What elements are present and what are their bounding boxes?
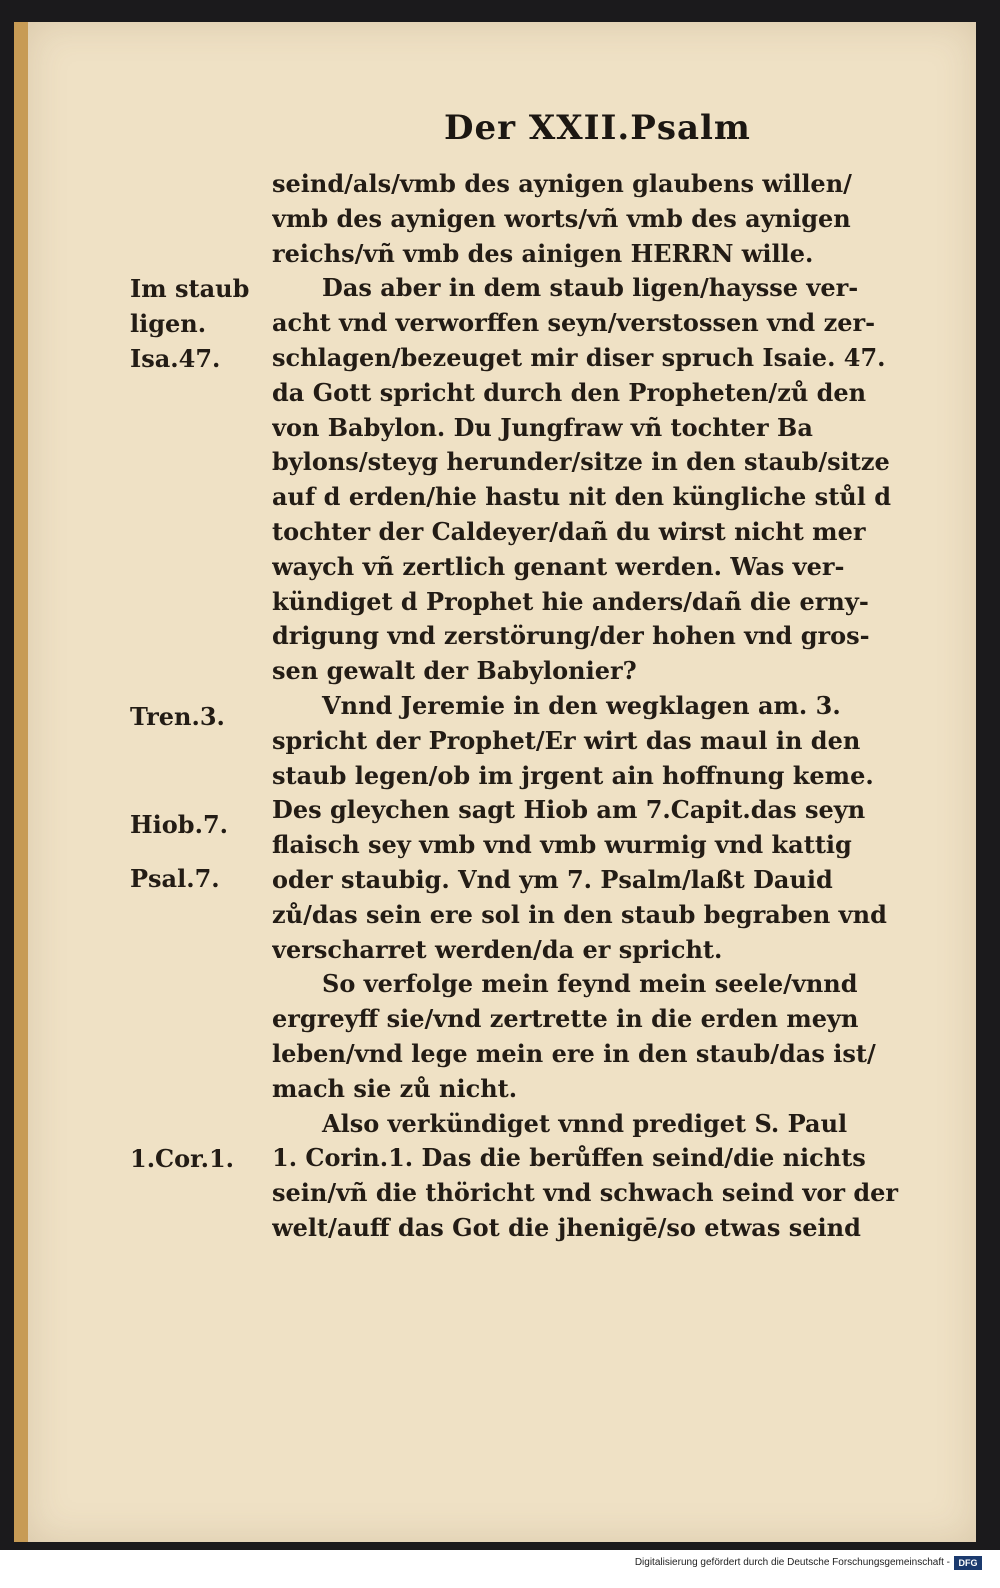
text-line: bylons/steyg herunder/sitze in den staub/sitze xyxy=(272,447,890,477)
text-line: tochter der Caldeyer/dañ du wirst nicht mer xyxy=(272,516,866,546)
text-line: sen gewalt der Babylonier? xyxy=(272,656,637,686)
footer-credit: Digitalisierung gefördert durch die Deutsche Forschungsgemeinschaft - xyxy=(634,1557,950,1568)
text-line: spricht der Prophet/Er wirt das maul in den xyxy=(272,725,861,755)
margin-note: Isa.47. xyxy=(130,344,221,373)
text-line: Das aber in dem staub ligen/haysse ver- xyxy=(322,273,859,303)
text-line: 1. Corin.1. Das die berůffen seind/die nichts xyxy=(272,1143,866,1173)
text-line: staub legen/ob im jrgent ain hoffnung keme. xyxy=(272,760,874,790)
margin-note: Psal.7. xyxy=(130,864,220,893)
margin-note: Im staub xyxy=(130,274,250,303)
text-line: vmb des aynigen worts/vñ vmb des aynigen xyxy=(272,203,851,233)
text-line: zů/das sein ere sol in den staub begraben vnd xyxy=(272,899,887,929)
text-line: reichs/vñ vmb des ainigen HERRN wille. xyxy=(272,238,814,268)
text-line: drigung vnd zerstörung/der hohen vnd gros- xyxy=(272,621,870,651)
text-line: auf d erden/hie hastu nit den küngliche stůl d xyxy=(272,482,891,512)
margin-note: Hiob.7. xyxy=(130,810,228,839)
margin-note: Tren.3. xyxy=(130,702,225,731)
margin-note: ligen. xyxy=(130,309,207,338)
dfg-logo: DFG xyxy=(954,1556,982,1570)
text-line: schlagen/bezeuget mir diser spruch Isaie. 47. xyxy=(272,342,886,372)
margin-note: 1.Cor.1. xyxy=(130,1144,235,1173)
text-line: kündiget d Prophet hie anders/dañ die erny- xyxy=(272,586,869,616)
text-line: Vnnd Jeremie in den wegklagen am. 3. xyxy=(322,690,841,720)
text-line: mach sie zů nicht. xyxy=(272,1073,518,1103)
text-line: da Gott spricht durch den Propheten/zů den xyxy=(272,377,867,407)
footer-bar xyxy=(0,1550,1000,1588)
text-line: waych vñ zertlich genant werden. Was ver- xyxy=(272,551,845,581)
text-line: sein/vñ die thöricht vnd schwach seind vor der xyxy=(272,1178,899,1208)
page-heading: Der XXII.Psalm xyxy=(444,108,751,148)
text-line: Des gleychen sagt Hiob am 7.Capit.das seyn xyxy=(272,795,866,825)
text-line: verscharret werden/da er spricht. xyxy=(272,934,723,964)
text-line: acht vnd verworffen seyn/verstossen vnd zer- xyxy=(272,308,876,338)
text-line: von Babylon. Du Jungfraw vñ tochter Ba xyxy=(272,412,813,442)
text-line: flaisch sey vmb vnd vmb wurmig vnd kattig xyxy=(272,830,852,860)
text-line: leben/vnd lege mein ere in den staub/das ist/ xyxy=(272,1038,876,1068)
text-line: ergreyff sie/vnd zertrette in die erden meyn xyxy=(272,1004,859,1034)
text-line: seind/als/vmb des aynigen glaubens willen/ xyxy=(272,169,852,198)
text-line: Also verkündiget vnnd prediget S. Paul xyxy=(322,1108,848,1138)
text-line: welt/auff das Got die jhenigē/so etwas seind xyxy=(272,1212,861,1242)
body-text xyxy=(272,167,962,1246)
text-line: oder staubig. Vnd ym 7. Psalm/laßt Dauid xyxy=(272,864,833,894)
text-line: So verfolge mein feynd mein seele/vnnd xyxy=(322,969,858,999)
